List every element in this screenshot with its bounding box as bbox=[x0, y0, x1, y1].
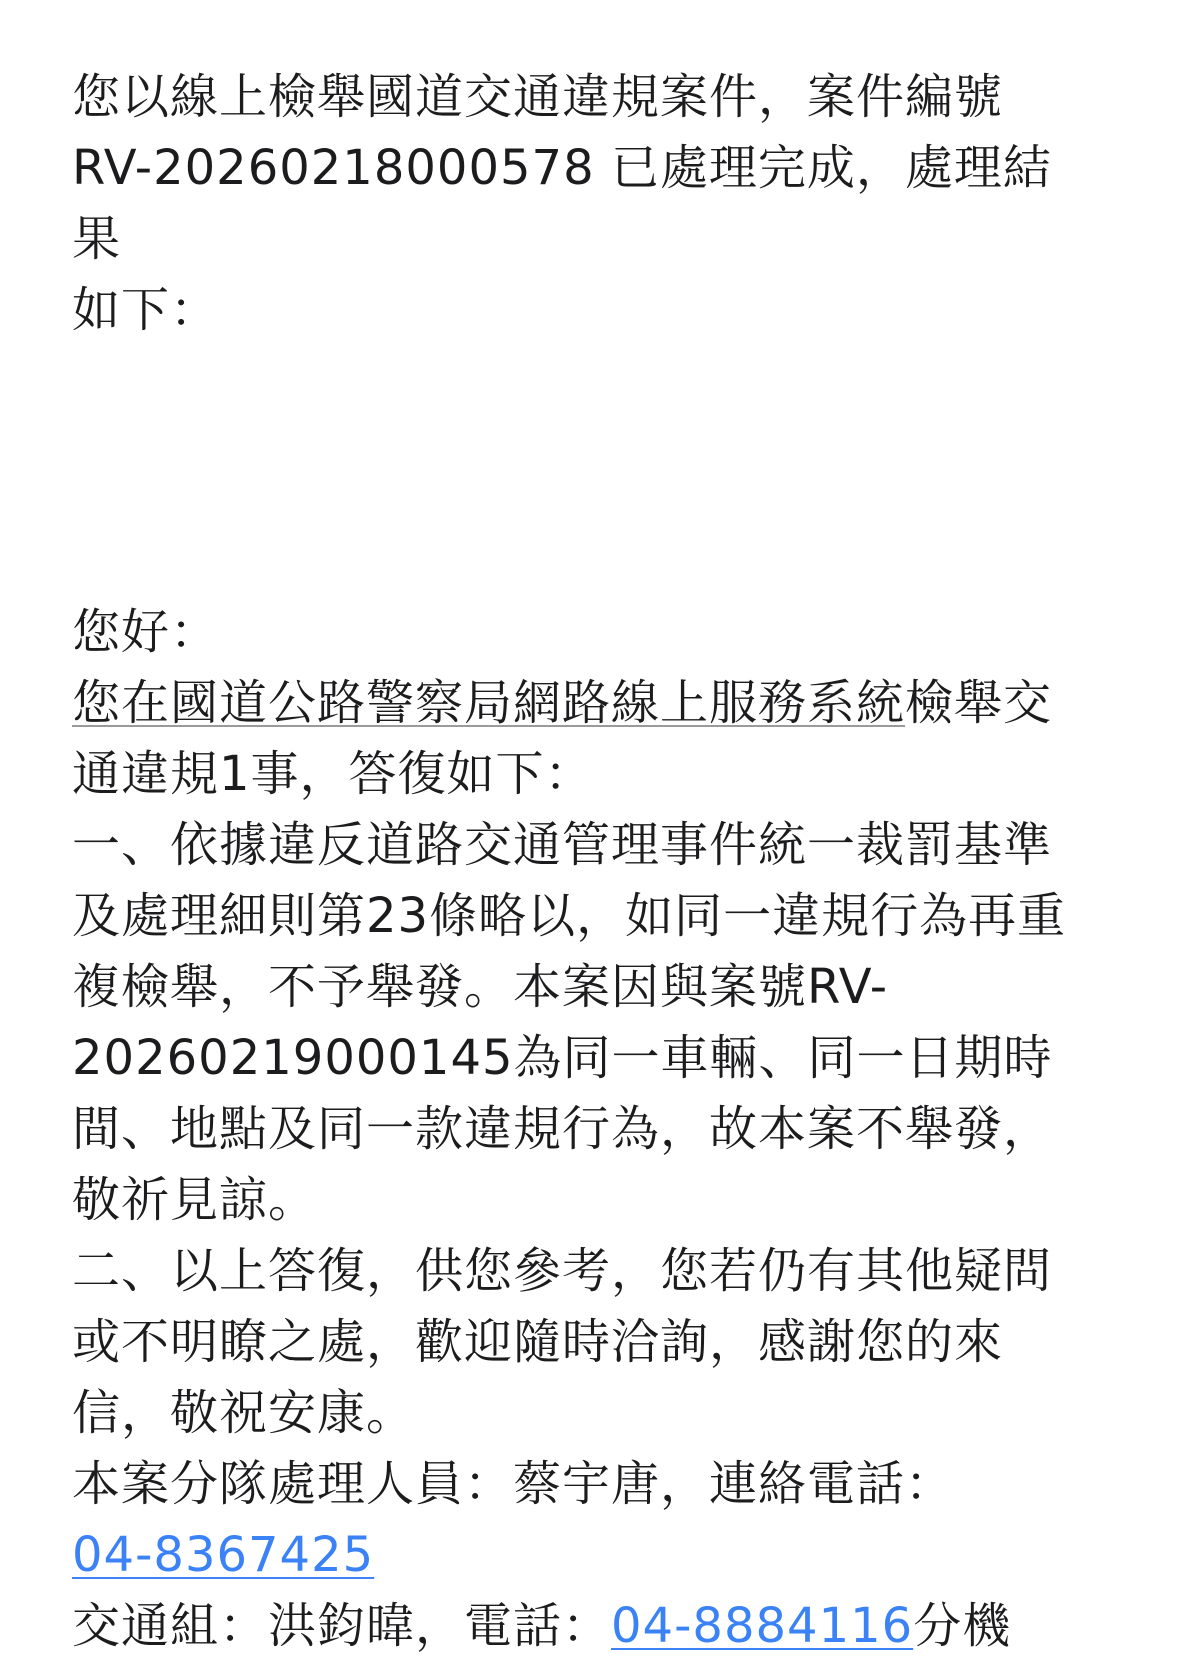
case-notice-line-1: 您以線上檢舉國道交通違規案件，案件編號 bbox=[72, 69, 1004, 125]
case-notice bbox=[72, 62, 1092, 346]
traffic-phone-link[interactable]: 04-8884116 bbox=[611, 1598, 914, 1654]
reply-letter bbox=[72, 597, 1092, 1662]
reply-intro-text: 檢舉交通違規1事，答復如下： bbox=[72, 675, 1053, 802]
traffic-contact bbox=[72, 1591, 1092, 1662]
traffic-label: 交通組：洪鈞暐，電話： bbox=[72, 1598, 612, 1654]
handler-phone-link[interactable]: 04-8367425 bbox=[72, 1527, 375, 1583]
greeting: 您好： bbox=[72, 604, 220, 660]
handler-label: 本案分隊處理人員：蔡宇唐，連絡電話： bbox=[72, 1456, 955, 1512]
case-notice-line-2: RV-20260218000578 已處理完成，處理結果 bbox=[72, 140, 1052, 267]
email-body bbox=[72, 62, 1092, 1662]
reply-item-1: 一、依據違反道路交通管理事件統一裁罰基準及處理細則第23條略以，如同一違規行為再重複檢舉，不予舉發。本案因與案號RV-20260219000145為同一車輛、同一日期時間、地點及同一款違規行為，故本案不舉發，敬祈見諒。 bbox=[72, 817, 1067, 1228]
reply-intro bbox=[72, 668, 1092, 810]
blank-spacer bbox=[72, 346, 1092, 597]
case-notice-line-3: 如下： bbox=[72, 282, 220, 338]
traffic-extension-label: 分機 bbox=[913, 1598, 1012, 1654]
system-name-link[interactable]: 您在國道公路警察局網路線上服務系統 bbox=[72, 675, 906, 731]
handler-contact bbox=[72, 1449, 1092, 1591]
reply-item-2: 二、以上答復，供您參考，您若仍有其他疑問或不明瞭之處，歡迎隨時洽詢，感謝您的來信，敬祝安康。 bbox=[72, 1243, 1053, 1441]
